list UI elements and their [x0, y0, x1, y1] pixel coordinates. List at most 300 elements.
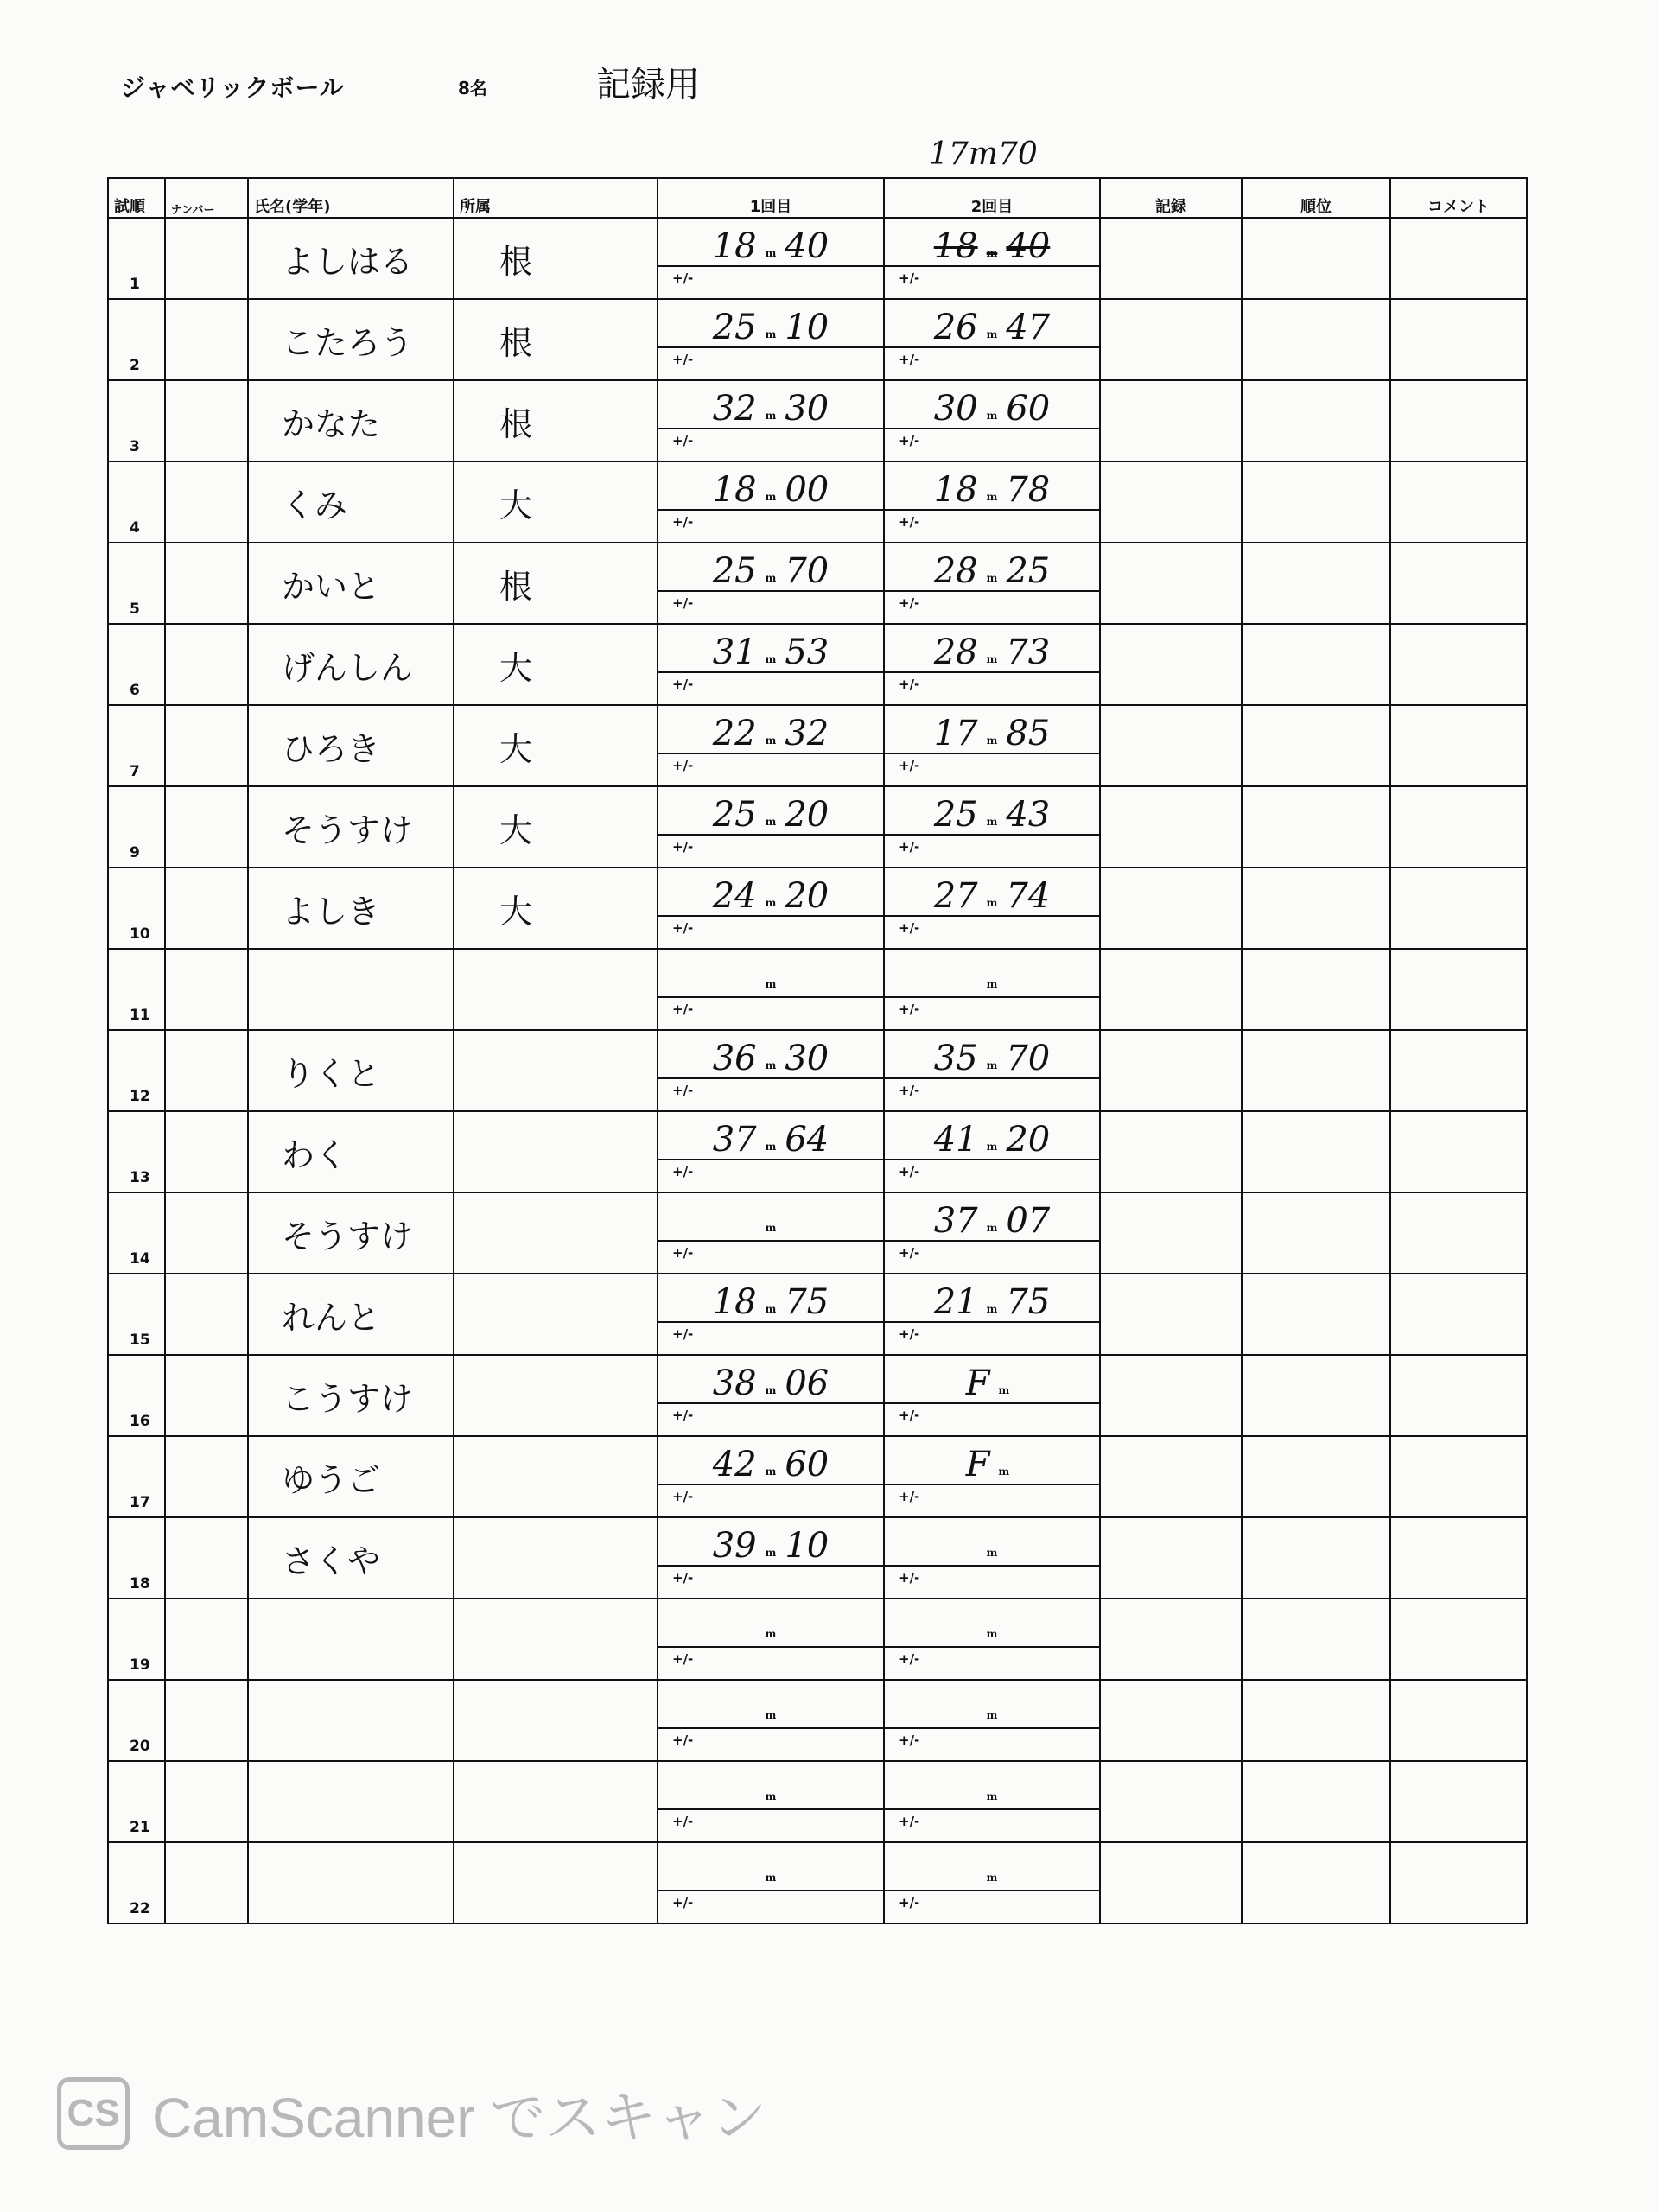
row-order: 12 [108, 1030, 165, 1111]
col-team: 所属 [454, 178, 658, 218]
row-attempt1 [658, 1761, 884, 1842]
row-order: 21 [108, 1761, 165, 1842]
row-name [248, 1761, 454, 1842]
plus-minus-label: +/- [672, 1408, 694, 1423]
a2-distance [885, 1523, 1099, 1567]
row-rank [1242, 1680, 1390, 1761]
meter-unit: m [765, 1465, 777, 1478]
row-number [165, 949, 248, 1030]
a2-distance [885, 1361, 1099, 1404]
meter-unit: m [765, 247, 777, 259]
row-rank [1242, 1761, 1390, 1842]
meter-unit: m [765, 1222, 777, 1234]
row-order: 18 [108, 1517, 165, 1599]
row-order: 9 [108, 786, 165, 868]
row-comment [1390, 705, 1527, 786]
row-team: 大 [454, 705, 658, 786]
row-rank [1242, 624, 1390, 705]
a2-cell [885, 1361, 1099, 1435]
a1-meters: 25 [712, 795, 757, 835]
meter-unit: m [986, 1222, 998, 1234]
row-name: さくや [248, 1517, 454, 1599]
row-comment [1390, 299, 1527, 380]
row-attempt1 [658, 1842, 884, 1923]
a1-meters: 25 [712, 551, 757, 591]
a2-cell [885, 224, 1099, 298]
a1-cell [658, 630, 883, 704]
a2-meters: F [965, 1445, 990, 1484]
meter-unit: m [765, 897, 777, 909]
row-name: ひろき [248, 705, 454, 786]
a2-cell [885, 1523, 1099, 1598]
row-number [165, 218, 248, 299]
a1-distance [658, 549, 883, 592]
row-number [165, 1680, 248, 1761]
plus-minus-label: +/- [672, 1814, 694, 1829]
row-comment [1390, 1355, 1527, 1436]
a2-meters: 27 [933, 876, 978, 916]
col-record: 記録 [1100, 178, 1242, 218]
meter-unit: m [986, 247, 998, 259]
row-attempt2 [884, 705, 1100, 786]
a1-meters: 38 [712, 1363, 757, 1403]
meter-unit: m [986, 1059, 998, 1071]
plus-minus-label: +/- [672, 1895, 694, 1910]
a1-centimeters: 00 [785, 470, 830, 510]
a2-centimeters: 73 [1006, 632, 1051, 672]
col-rank: 順位 [1242, 178, 1390, 218]
meter-unit: m [986, 1709, 998, 1721]
a1-cell [658, 874, 883, 948]
a2-centimeters: 85 [1006, 714, 1051, 753]
row-team [454, 949, 658, 1030]
plus-minus-label: +/- [672, 595, 694, 611]
col-comment: コメント [1390, 178, 1527, 218]
a2-centimeters: 47 [1006, 308, 1051, 347]
row-attempt1 [658, 1111, 884, 1192]
a1-meters: 42 [712, 1445, 757, 1484]
a1-centimeters: 64 [785, 1120, 830, 1160]
a1-cell [658, 1767, 883, 1841]
a2-distance [885, 549, 1099, 592]
row-attempt2 [884, 1761, 1100, 1842]
row-rank [1242, 380, 1390, 461]
a1-cell [658, 711, 883, 785]
row-number [165, 543, 248, 624]
col-name: 氏名(学年) [248, 178, 454, 218]
row-order: 13 [108, 1111, 165, 1192]
plus-minus-label: +/- [672, 1326, 694, 1342]
row-team [454, 1355, 658, 1436]
row-attempt2 [884, 299, 1100, 380]
row-name: そうすけ [248, 786, 454, 868]
row-team: 大 [454, 624, 658, 705]
meter-unit: m [765, 1059, 777, 1071]
row-order: 22 [108, 1842, 165, 1923]
row-comment [1390, 1517, 1527, 1599]
row-number [165, 461, 248, 543]
row-number [165, 1192, 248, 1274]
plus-minus-label: +/- [899, 1895, 920, 1910]
a2-centimeters: 75 [1006, 1282, 1051, 1322]
row-rank [1242, 218, 1390, 299]
a2-meters: 26 [933, 308, 978, 347]
a2-cell [885, 1117, 1099, 1192]
a1-centimeters: 20 [785, 876, 830, 916]
a1-distance [658, 630, 883, 673]
a2-cell [885, 1036, 1099, 1110]
row-rank [1242, 1599, 1390, 1680]
a1-cell [658, 955, 883, 1029]
a1-centimeters: 30 [785, 389, 830, 429]
a1-meters: 22 [712, 714, 757, 753]
plus-minus-label: +/- [899, 920, 920, 936]
a2-distance [885, 1442, 1099, 1485]
a2-meters: 18 [933, 470, 978, 510]
row-comment [1390, 1192, 1527, 1274]
a1-distance [658, 711, 883, 754]
plus-minus-label: +/- [672, 1570, 694, 1586]
row-team: 大 [454, 868, 658, 949]
a2-cell [885, 386, 1099, 461]
row-comment [1390, 1030, 1527, 1111]
col-attempt2: 2回目 [884, 178, 1100, 218]
meter-unit: m [765, 410, 777, 422]
a1-meters: 37 [712, 1120, 757, 1160]
row-attempt1 [658, 543, 884, 624]
plus-minus-label: +/- [672, 514, 694, 530]
a2-cell [885, 1442, 1099, 1516]
row-number [165, 1030, 248, 1111]
table-row [108, 786, 1527, 868]
meter-unit: m [765, 572, 777, 584]
a2-distance [885, 874, 1099, 917]
meter-unit: m [986, 1547, 998, 1559]
row-order: 3 [108, 380, 165, 461]
a1-cell [658, 549, 883, 623]
row-record [1100, 1680, 1242, 1761]
row-attempt1 [658, 461, 884, 543]
meter-unit: m [998, 1384, 1010, 1396]
row-team [454, 1599, 658, 1680]
row-record [1100, 1761, 1242, 1842]
a2-distance [885, 1117, 1099, 1160]
a1-distance [658, 1036, 883, 1079]
a2-centimeters: 60 [1006, 389, 1051, 429]
a1-distance [658, 1361, 883, 1404]
a1-distance [658, 1280, 883, 1323]
a1-centimeters: 60 [785, 1445, 830, 1484]
meter-unit: m [986, 1303, 998, 1315]
plus-minus-label: +/- [899, 1732, 920, 1748]
meter-unit: m [765, 1790, 777, 1802]
a2-cell [885, 711, 1099, 785]
a2-distance [885, 1280, 1099, 1323]
row-comment [1390, 1842, 1527, 1923]
a2-meters: 17 [933, 714, 978, 753]
row-name: よしはる [248, 218, 454, 299]
row-team: 根 [454, 543, 658, 624]
row-order: 7 [108, 705, 165, 786]
a1-centimeters: 30 [785, 1039, 830, 1078]
meter-unit: m [986, 572, 998, 584]
table-row [108, 1599, 1527, 1680]
meter-unit: m [986, 410, 998, 422]
camscanner-logo-icon: CS [57, 2077, 130, 2150]
row-record [1100, 868, 1242, 949]
a1-cell [658, 1523, 883, 1598]
row-rank [1242, 868, 1390, 949]
table-row [108, 1517, 1527, 1599]
a2-distance [885, 386, 1099, 429]
a2-distance [885, 1605, 1099, 1648]
a1-meters: 39 [712, 1526, 757, 1566]
plus-minus-label: +/- [899, 595, 920, 611]
a2-cell [885, 630, 1099, 704]
row-order: 15 [108, 1274, 165, 1355]
row-team [454, 1111, 658, 1192]
plus-minus-label: +/- [672, 1732, 694, 1748]
meter-unit: m [765, 978, 777, 990]
row-attempt2 [884, 949, 1100, 1030]
row-record [1100, 299, 1242, 380]
row-attempt1 [658, 1680, 884, 1761]
a1-distance [658, 1767, 883, 1810]
row-rank [1242, 786, 1390, 868]
row-attempt2 [884, 1111, 1100, 1192]
row-attempt1 [658, 380, 884, 461]
row-rank [1242, 461, 1390, 543]
a2-distance [885, 1767, 1099, 1810]
meter-unit: m [765, 1384, 777, 1396]
row-number [165, 1355, 248, 1436]
plus-minus-label: +/- [899, 352, 920, 367]
a2-distance [885, 305, 1099, 348]
row-team [454, 1517, 658, 1599]
a2-distance [885, 467, 1099, 511]
col-number: ナンバー [165, 178, 248, 218]
row-name [248, 949, 454, 1030]
row-rank [1242, 1030, 1390, 1111]
row-order: 2 [108, 299, 165, 380]
meter-unit: m [986, 1790, 998, 1802]
row-rank [1242, 1842, 1390, 1923]
a1-meters: 31 [712, 632, 757, 672]
a2-cell [885, 1848, 1099, 1923]
row-rank [1242, 949, 1390, 1030]
meter-unit: m [765, 1547, 777, 1559]
row-order: 17 [108, 1436, 165, 1517]
row-name: こたろう [248, 299, 454, 380]
table-row [108, 868, 1527, 949]
plus-minus-label: +/- [672, 433, 694, 448]
row-attempt1 [658, 1599, 884, 1680]
a2-centimeters: 78 [1006, 470, 1051, 510]
table-row [108, 1355, 1527, 1436]
a1-meters: 24 [712, 876, 757, 916]
row-number [165, 1599, 248, 1680]
row-team: 根 [454, 218, 658, 299]
row-team: 大 [454, 786, 658, 868]
row-comment [1390, 1436, 1527, 1517]
plus-minus-label: +/- [899, 270, 920, 286]
table-row [108, 461, 1527, 543]
row-attempt1 [658, 1274, 884, 1355]
row-attempt1 [658, 949, 884, 1030]
meter-unit: m [986, 1872, 998, 1884]
a2-cell [885, 305, 1099, 379]
row-number [165, 1436, 248, 1517]
a2-cell [885, 955, 1099, 1029]
a2-meters: 37 [933, 1201, 978, 1241]
sheet-title: ジャベリックボール [121, 73, 345, 102]
meter-unit: m [986, 816, 998, 828]
plus-minus-label: +/- [672, 1001, 694, 1017]
row-number [165, 1111, 248, 1192]
row-comment [1390, 218, 1527, 299]
row-attempt2 [884, 1680, 1100, 1761]
a1-cell [658, 792, 883, 867]
a2-meters: 18 [933, 226, 978, 266]
row-attempt1 [658, 218, 884, 299]
row-record [1100, 1436, 1242, 1517]
plus-minus-label: +/- [899, 1651, 920, 1667]
a1-centimeters: 10 [785, 1526, 830, 1566]
row-rank [1242, 1111, 1390, 1192]
a2-centimeters: 70 [1006, 1039, 1051, 1078]
a1-distance [658, 305, 883, 348]
a1-meters: 25 [712, 308, 757, 347]
a1-cell [658, 305, 883, 379]
a1-centimeters: 75 [785, 1282, 830, 1322]
meter-unit: m [765, 734, 777, 747]
row-number [165, 786, 248, 868]
meter-unit: m [765, 328, 777, 340]
plus-minus-label: +/- [672, 1489, 694, 1504]
a1-cell [658, 1442, 883, 1516]
watermark-text: CamScanner でスキャン [152, 2087, 767, 2149]
col-order: 試順 [108, 178, 165, 218]
a1-distance [658, 1605, 883, 1648]
row-record [1100, 218, 1242, 299]
a2-meters: 41 [933, 1120, 978, 1160]
plus-minus-label: +/- [899, 1408, 920, 1423]
meter-unit: m [986, 978, 998, 990]
plus-minus-label: +/- [672, 1651, 694, 1667]
plus-minus-label: +/- [899, 1570, 920, 1586]
row-record [1100, 1842, 1242, 1923]
row-number [165, 1517, 248, 1599]
row-team [454, 1436, 658, 1517]
a2-meters: F [965, 1363, 990, 1403]
row-comment [1390, 1274, 1527, 1355]
table-row [108, 299, 1527, 380]
row-team: 根 [454, 380, 658, 461]
row-number [165, 624, 248, 705]
table-header-row [108, 178, 1527, 218]
table-row [108, 1761, 1527, 1842]
a2-cell [885, 1280, 1099, 1354]
plus-minus-label: +/- [672, 758, 694, 773]
row-team [454, 1761, 658, 1842]
row-team [454, 1030, 658, 1111]
a1-distance [658, 1117, 883, 1160]
row-order: 5 [108, 543, 165, 624]
table-row [108, 949, 1527, 1030]
table-row [108, 1030, 1527, 1111]
row-attempt2 [884, 1030, 1100, 1111]
meter-unit: m [986, 1141, 998, 1153]
a1-centimeters: 32 [785, 714, 830, 753]
row-attempt2 [884, 1355, 1100, 1436]
meter-unit: m [986, 897, 998, 909]
row-attempt1 [658, 786, 884, 868]
row-team [454, 1680, 658, 1761]
row-attempt1 [658, 868, 884, 949]
a2-meters: 28 [933, 551, 978, 591]
table-row [108, 543, 1527, 624]
table-row [108, 624, 1527, 705]
row-rank [1242, 1517, 1390, 1599]
plus-minus-label: +/- [672, 920, 694, 936]
row-name: れんと [248, 1274, 454, 1355]
row-record [1100, 949, 1242, 1030]
row-record [1100, 1517, 1242, 1599]
a1-cell [658, 224, 883, 298]
row-record [1100, 1355, 1242, 1436]
row-name [248, 1680, 454, 1761]
row-comment [1390, 868, 1527, 949]
row-comment [1390, 624, 1527, 705]
a1-cell [658, 1848, 883, 1923]
row-attempt2 [884, 1517, 1100, 1599]
a2-centimeters: 43 [1006, 795, 1051, 835]
row-attempt2 [884, 1436, 1100, 1517]
a2-meters: 30 [933, 389, 978, 429]
plus-minus-label: +/- [899, 1814, 920, 1829]
row-order: 4 [108, 461, 165, 543]
a2-centimeters: 07 [1006, 1201, 1051, 1241]
a1-cell [658, 1686, 883, 1760]
row-name: くみ [248, 461, 454, 543]
meter-unit: m [986, 491, 998, 503]
meter-unit: m [765, 491, 777, 503]
a2-distance [885, 711, 1099, 754]
meter-unit: m [765, 1628, 777, 1640]
row-rank [1242, 299, 1390, 380]
row-record [1100, 1599, 1242, 1680]
row-comment [1390, 1680, 1527, 1761]
plus-minus-label: +/- [672, 1164, 694, 1179]
a2-meters: 21 [933, 1282, 978, 1322]
row-attempt2 [884, 543, 1100, 624]
meter-unit: m [986, 1628, 998, 1640]
row-name: ゆうご [248, 1436, 454, 1517]
a2-distance [885, 1848, 1099, 1891]
row-rank [1242, 1274, 1390, 1355]
row-order: 10 [108, 868, 165, 949]
row-number [165, 1761, 248, 1842]
row-number [165, 705, 248, 786]
row-team: 大 [454, 461, 658, 543]
reference-distance: 17m70 [929, 137, 1038, 172]
a1-centimeters: 40 [785, 226, 830, 266]
table-row [108, 1111, 1527, 1192]
a2-cell [885, 1686, 1099, 1760]
a2-cell [885, 1605, 1099, 1679]
row-record [1100, 1030, 1242, 1111]
a2-distance [885, 1036, 1099, 1079]
